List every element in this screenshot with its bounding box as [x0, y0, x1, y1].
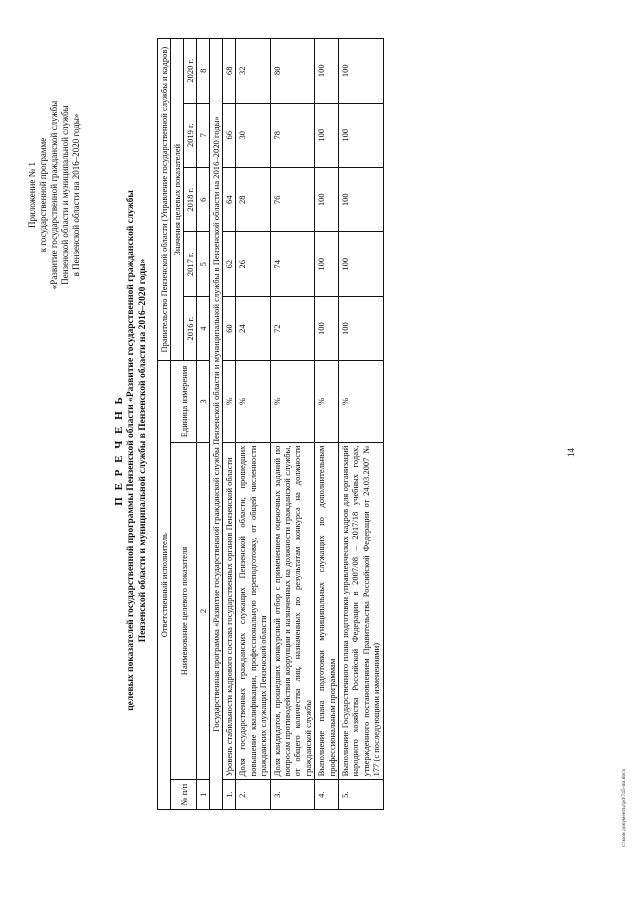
value-cell: 100 [315, 39, 339, 104]
column-number-row [197, 39, 210, 810]
value-cell: 100 [339, 39, 384, 104]
value-cell: 68 [223, 39, 236, 104]
year-header: 2019 г. [184, 103, 197, 167]
value-cell: 66 [223, 103, 236, 167]
value-cell: 80 [270, 39, 315, 104]
value-cell: 28 [236, 168, 270, 232]
value-cell: 78 [270, 103, 315, 167]
appendix-header [27, 45, 82, 345]
table-row [270, 39, 315, 810]
appendix-line: Приложение № 1 [27, 162, 37, 228]
value-cell: 100 [315, 232, 339, 296]
row-number: 1. [223, 780, 236, 810]
row-number: 4. [315, 780, 339, 810]
table-row [339, 39, 384, 810]
value-cell: 62 [223, 232, 236, 296]
value-cell: 24 [236, 296, 270, 360]
indicator-name: Доля кандидатов, прошедших конкурсный отбор с применением оценочных заданий по вопросам противодействия коррупции и назначенных на должности гражданской службы, от общего количества лиц, назначенных по результатам конкурса на должности гражданской службы [270, 442, 315, 780]
file-path-footer: c:\мои документы\рd\745-пп.docx [621, 768, 627, 847]
value-cell: 100 [315, 296, 339, 360]
indicators-table [157, 38, 384, 810]
row-number: 3. [270, 780, 315, 810]
column-number: 7 [197, 103, 210, 167]
indicator-unit: % [270, 361, 315, 442]
column-number: 5 [197, 232, 210, 296]
year-header: 2018 г. [184, 168, 197, 232]
value-cell: 100 [339, 232, 384, 296]
column-number: 2 [197, 442, 210, 780]
value-cell: 32 [236, 39, 270, 104]
year-header: 2020 г. [184, 39, 197, 104]
value-cell: 76 [270, 168, 315, 232]
column-number: 4 [197, 296, 210, 360]
indicator-unit: % [315, 361, 339, 442]
header-row-columns [171, 39, 184, 810]
column-number: 3 [197, 361, 210, 442]
responsible-label: Ответственный исполнитель [158, 361, 171, 810]
value-cell: 30 [236, 103, 270, 167]
indicator-unit: % [223, 361, 236, 442]
table-row [236, 39, 270, 810]
section-title: Государственная программа «Развитие государственной гражданской службы Пензенской области и муниципальной службы в Пензенской области на 2016–2020 годы» [210, 39, 223, 810]
indicator-name: Доля государственных гражданских служащих Пензенской области, прошедших повышение квалификации, профессиональную переподготовку, от общей численности гражданских служащих Пензенской области [236, 442, 270, 780]
num-header: № п/п [171, 780, 197, 810]
value-cell: 26 [236, 232, 270, 296]
value-cell: 100 [315, 103, 339, 167]
name-header: Наименование целевого показателя [171, 442, 197, 780]
row-number: 2. [236, 780, 270, 810]
value-cell: 100 [339, 103, 384, 167]
unit-header: Единица измерения [171, 361, 197, 442]
appendix-line: к государственной программе [38, 137, 48, 253]
indicator-name: Уровень стабильности кадрового состава государственных органов Пензенской области [223, 442, 236, 780]
column-number: 8 [197, 39, 210, 104]
column-number: 6 [197, 168, 210, 232]
appendix-line: в Пензенской области на 2016–2020 годы» [71, 113, 81, 277]
values-header: Значения целевых показателей [171, 39, 184, 361]
value-cell: 72 [270, 296, 315, 360]
value-cell: 100 [315, 168, 339, 232]
responsible-value: Правительство Пензенской области (Управление государственной службы и кадров) [158, 39, 171, 361]
year-header: 2017 г. [184, 232, 197, 296]
table-row [223, 39, 236, 810]
appendix-line: Пензенской области и муниципальной службы [60, 105, 70, 285]
header-row-responsible [158, 39, 171, 810]
value-cell: 60 [223, 296, 236, 360]
year-header: 2016 г. [184, 296, 197, 360]
title-line-1: целевых показателей государственной программы Пензенской области «Развитие государственной гражданской службы [126, 190, 136, 711]
value-cell: 100 [339, 296, 384, 360]
column-number: 1 [197, 780, 210, 810]
indicator-unit: % [339, 361, 384, 442]
row-number: 5. [339, 780, 384, 810]
indicator-name: Выполнение плана подготовки муниципальных служащих по дополнительным профессиональным программам [315, 442, 339, 780]
indicator-name: Выполнение Государственного плана подготовки управленческих кадров для организаций народного хозяйства Российской Федерации в 2007/08 – 2017/18 учебных годах, утвержденного постановлением Правительства Российской Федерации от 24.03.2007 № 177 (с последующими изменениями) [339, 442, 384, 780]
title-line-2: Пензенской области и муниципальной службы в Пензенской области на 2016–2020 годы» [137, 258, 148, 643]
document-title [113, 68, 149, 833]
page-number: 14 [566, 448, 576, 457]
value-cell: 100 [339, 168, 384, 232]
table-row [315, 39, 339, 810]
indicator-unit: % [236, 361, 270, 442]
title-spaced: П Е Р Е Ч Е Н Ь [113, 395, 125, 506]
appendix-line: «Развитие государственной гражданской службы [49, 100, 59, 290]
value-cell: 74 [270, 232, 315, 296]
value-cell: 64 [223, 168, 236, 232]
section-row [210, 39, 223, 810]
